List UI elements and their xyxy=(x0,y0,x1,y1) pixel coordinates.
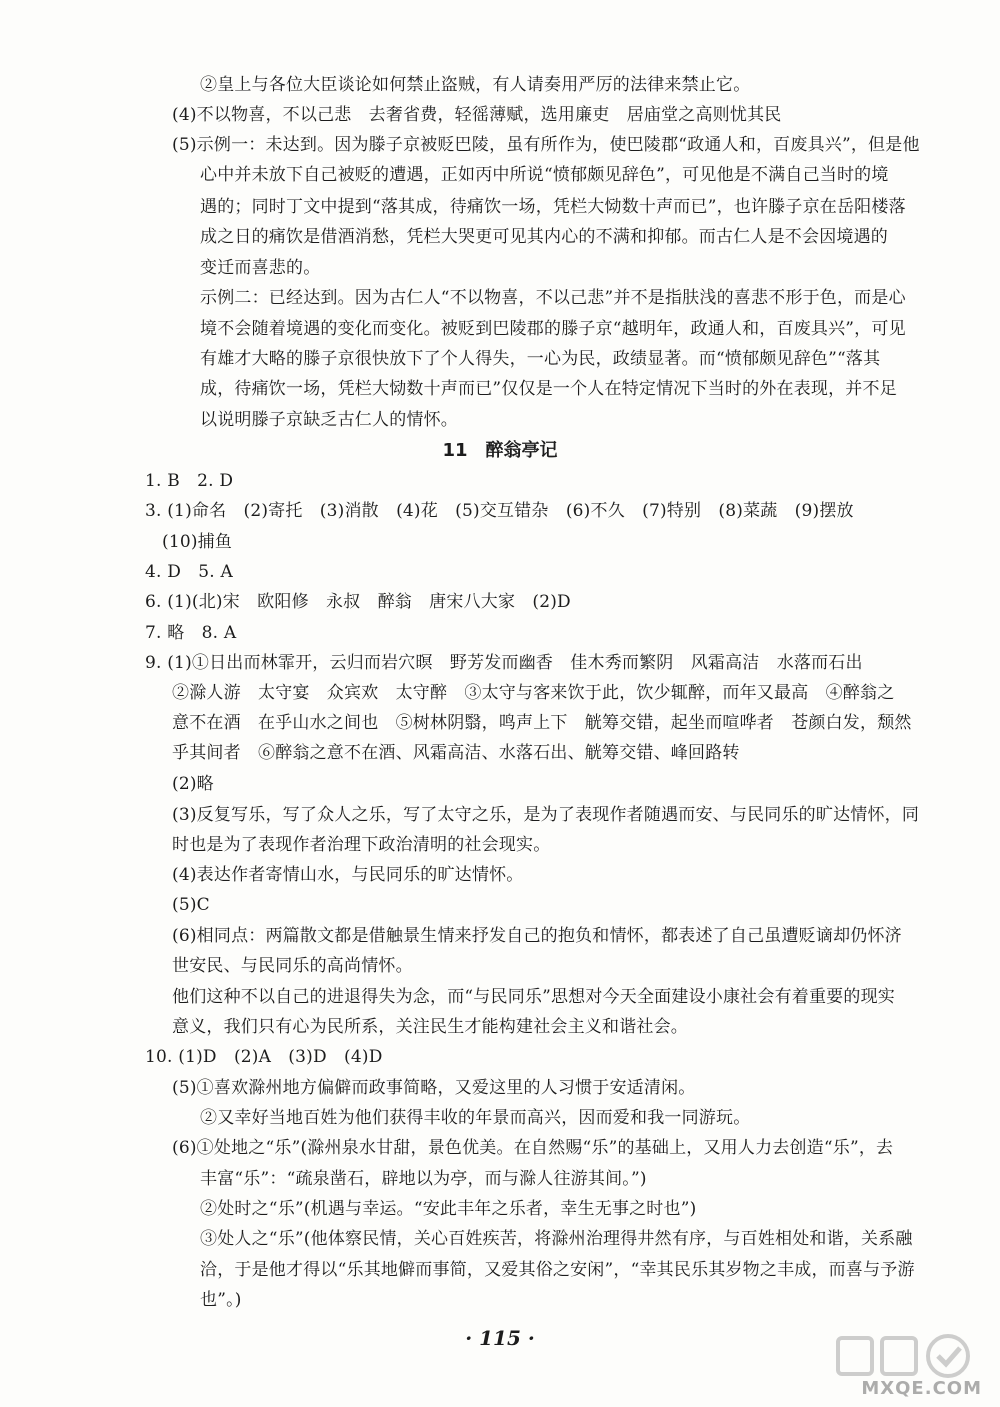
answer-line: ②滁人游 太守宴 众宾欢 太守醉 ③太守与客来饮于此，饮少辄醉，而年又最高 ④醉翁之 xyxy=(172,683,895,703)
answer-line: (5)示例一：未达到。因为滕子京被贬巴陵，虽有所作为，使巴陵郡“政通人和，百废具兴”，但是他 xyxy=(172,135,920,155)
answer-line: (4)表达作者寄情山水，与民同乐的旷达情怀。 xyxy=(172,865,524,885)
answer-line: 丰富“乐”：“疏泉凿石，辟地以为亭，而与滁人往游其间。”) xyxy=(200,1169,647,1189)
answer-line: ②又幸好当地百姓为他们获得丰收的年景而高兴，因而爱和我一同游玩。 xyxy=(200,1108,751,1128)
answer-line: 变迁而喜悲的。 xyxy=(200,258,321,278)
answer-line: 9. (1)①日出而林霏开，云归而岩穴暝 野芳发而幽香 佳木秀而繁阴 风霜高洁 水落而石出 xyxy=(145,653,863,673)
answer-line: 世安民、与民同乐的高尚情怀。 xyxy=(172,956,413,976)
answer-line: 洽，于是他才得以“乐其地僻而事简，又爱其俗之安闲”，“幸其民乐其岁物之丰成，而喜与予游 xyxy=(200,1260,915,1280)
answer-line: 心中并未放下自己被贬的遭遇，正如丙中所说“愤郁颇见辞色”，可见他是不满自己当时的境 xyxy=(200,165,889,185)
answer-line: (5)①喜欢滁州地方偏僻而政事简略，又爱这里的人习惯于安适清闲。 xyxy=(172,1078,696,1098)
page-number: · 115 · xyxy=(465,1326,535,1350)
section-title: 11 醉翁亭记 xyxy=(442,440,558,461)
answer-line: (10)捕鱼 xyxy=(162,532,233,552)
answer-line: (5)C xyxy=(172,895,210,915)
answer-line: 10. (1)D (2)A (3)D (4)D xyxy=(145,1047,383,1067)
answer-line: 意义，我们只有心为民所系，关注民生才能构建社会主义和谐社会。 xyxy=(172,1017,688,1037)
answer-line: 成之日的痛饮是借酒消愁，凭栏大哭更可见其内心的不满和抑郁。而古仁人是不会因境遇的 xyxy=(200,227,888,247)
answer-line: 有雄才大略的滕子京很快放下了个人得失，一心为民，政绩显著。而“愤郁颇见辞色”“落其 xyxy=(200,349,881,369)
answer-line: (3)反复写乐，写了众人之乐，写了太守之乐，是为了表现作者随遇而安、与民同乐的旷达情怀，同 xyxy=(172,805,920,825)
answer-line: 时也是为了表现作者治理下政治清明的社会现实。 xyxy=(172,835,551,855)
answer-line: (4)不以物喜，不以己悲 去奢省费，轻徭薄赋，选用廉吏 居庙堂之高则忧其民 xyxy=(172,105,782,125)
answer-line: 遇的；同时丁文中提到“落其成，待痛饮一场，凭栏大恸数十声而已”，也许滕子京在岳阳楼落 xyxy=(200,197,906,217)
answer-line: 6. (1)(北)宋 欧阳修 永叔 醉翁 唐宋八大家 (2)D xyxy=(145,592,571,612)
answer-line: (6)相同点：两篇散文都是借触景生情来抒发自己的抱负和情怀，都表述了自己虽遭贬谪却仍怀济 xyxy=(172,926,902,946)
answer-line: 7. 略 8. A xyxy=(145,623,237,643)
answer-line: ②皇上与各位大臣谈论如何禁止盗贼，有人请奏用严厉的法律来禁止它。 xyxy=(200,75,751,95)
answer-line: 以说明滕子京缺乏古仁人的情怀。 xyxy=(200,410,458,430)
answer-line: 他们这种不以自己的进退得失为念，而“与民同乐”思想对今天全面建设小康社会有着重要的现实 xyxy=(172,987,895,1007)
watermark-text: MXQE.COM xyxy=(861,1378,982,1399)
answer-line: 成，待痛饮一场，凭栏大恸数十声而已”仅仅是一个人在特定情况下当时的外在表现，并不足 xyxy=(200,379,897,399)
answer-line: 乎其间者 ⑥醉翁之意不在酒、风霜高洁、水落石出、觥筹交错、峰回路转 xyxy=(172,743,740,763)
answer-line: 3. (1)命名 (2)寄托 (3)消散 (4)花 (5)交互错杂 (6)不久 (7)特别 (8)菜蔬 (9)摆放 xyxy=(145,501,854,521)
answer-line: 境不会随着境遇的变化而变化。被贬到巴陵郡的滕子京“越明年，政通人和，百废具兴”，可见 xyxy=(200,319,906,339)
answer-line: (6)①处地之“乐”(滁州泉水甘甜，景色优美。在自然赐“乐”的基础上，又用人力去创造“乐”，去 xyxy=(172,1138,894,1158)
answer-line: 意不在酒 在乎山水之间也 ⑤树林阴翳，鸣声上下 觥筹交错，起坐而喧哗者 苍颜白发，颓然 xyxy=(172,713,912,733)
answer-line: 1. B 2. D xyxy=(145,471,234,491)
answer-line: 也”。) xyxy=(200,1290,242,1310)
answer-line: ②处时之“乐”(机遇与幸运。“安此丰年之乐者，幸生无事之时也”) xyxy=(200,1199,697,1219)
answer-line: ③处人之“乐”(他体察民情，关心百姓疾苦，将滁州治理得井然有序，与百姓相处和谐，关系融 xyxy=(200,1229,913,1249)
answer-line: 示例二：已经达到。因为古仁人“不以物喜，不以己悲”并不是指肤浅的喜悲不形于色，而是心 xyxy=(200,288,906,308)
answer-line: (2)略 xyxy=(172,774,214,794)
answer-line: 4. D 5. A xyxy=(145,562,233,582)
